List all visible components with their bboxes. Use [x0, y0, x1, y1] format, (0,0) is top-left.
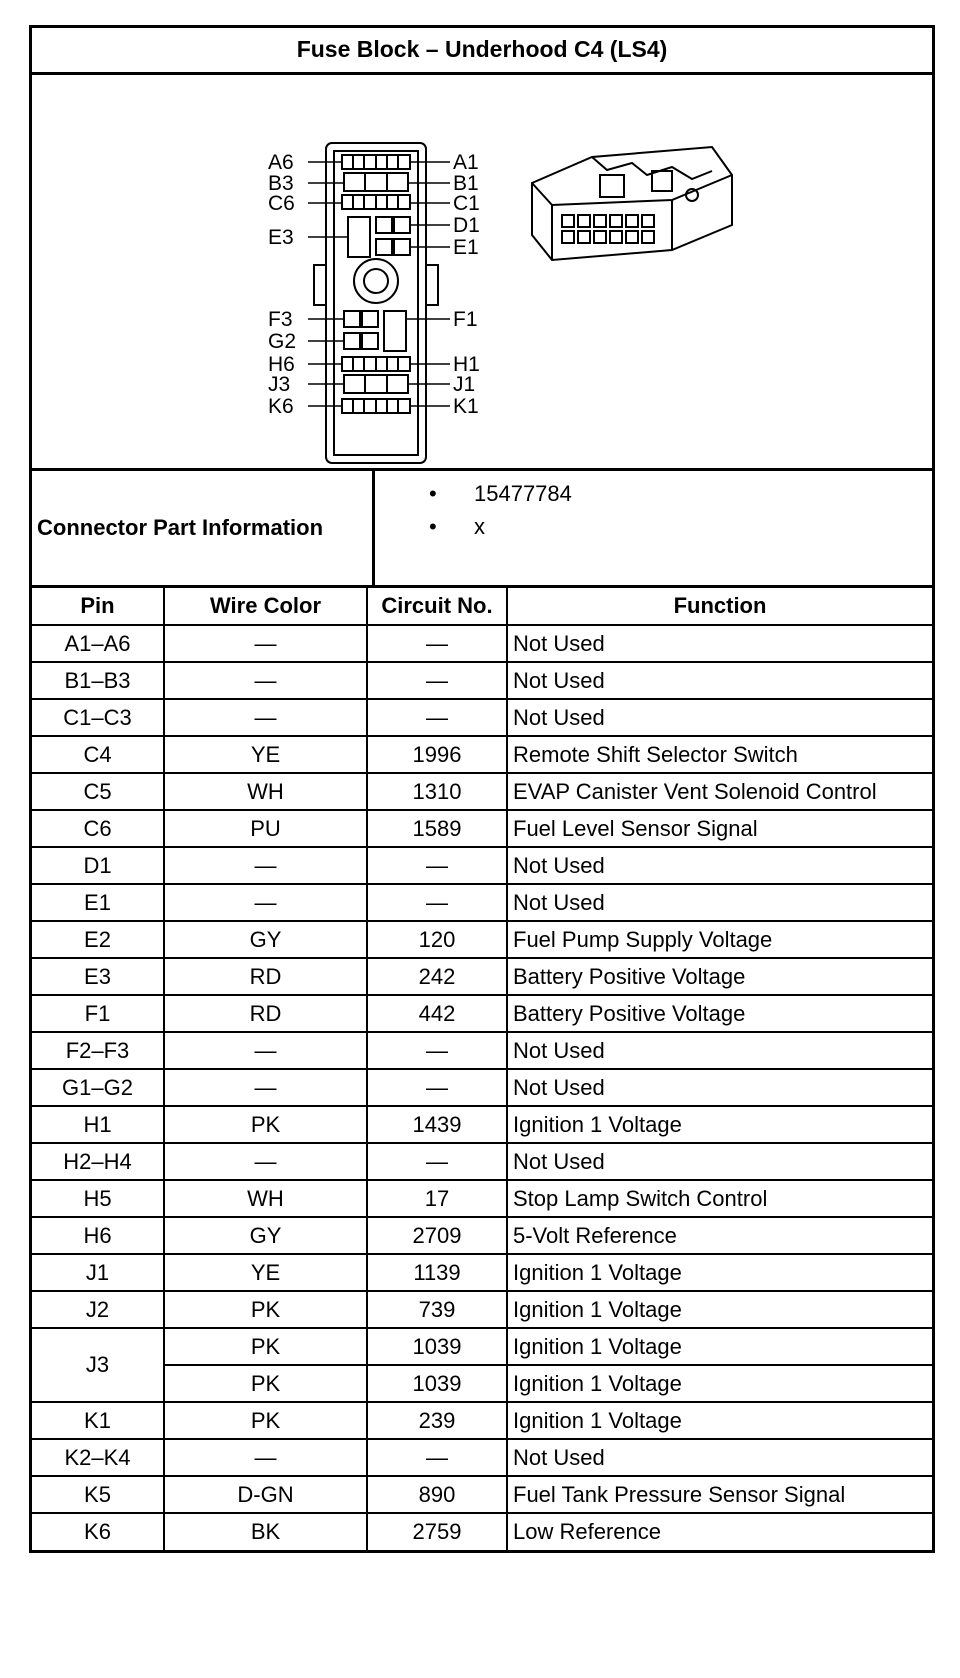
row-d-e-cavities — [348, 217, 410, 257]
wire-color-cell: PK — [164, 1328, 367, 1365]
label-right-4: E1 — [453, 236, 479, 259]
part-number-item: • 15477784 — [375, 477, 572, 510]
circuit-cell: — — [367, 847, 507, 884]
wire-color-cell: GY — [164, 1217, 367, 1254]
table-row — [32, 1291, 932, 1328]
wire-color-cell: GY — [164, 921, 367, 958]
table-row — [32, 995, 932, 1032]
wire-color-cell: — — [164, 884, 367, 921]
circuit-cell: 1439 — [367, 1106, 507, 1143]
pin-cell: D1 — [32, 847, 164, 884]
circuit-cell: 1139 — [367, 1254, 507, 1291]
pin-cell: F2–F3 — [32, 1032, 164, 1069]
header-circuit-no: Circuit No. — [367, 588, 507, 625]
pin-cell: C1–C3 — [32, 699, 164, 736]
row-f-g-cavities — [344, 311, 406, 351]
pin-cell: J3 — [32, 1328, 164, 1402]
circuit-cell: 1039 — [367, 1328, 507, 1365]
circuit-cell: 1589 — [367, 810, 507, 847]
function-cell: Ignition 1 Voltage — [507, 1254, 932, 1291]
function-cell: Battery Positive Voltage — [507, 995, 932, 1032]
label-left-3: E3 — [268, 226, 294, 249]
table-row — [32, 847, 932, 884]
center-bolt-outer — [354, 259, 398, 303]
wire-color-cell: YE — [164, 1254, 367, 1291]
connector-part-info-label: Connector Part Information — [32, 471, 375, 585]
table-row — [32, 1069, 932, 1106]
header-wire-color: Wire Color — [164, 588, 367, 625]
pin-cell: H2–H4 — [32, 1143, 164, 1180]
right-latch — [426, 265, 438, 305]
table-row — [32, 1513, 932, 1550]
label-left-1: B3 — [268, 172, 294, 195]
pin-cell: K5 — [32, 1476, 164, 1513]
wire-color-cell: PK — [164, 1291, 367, 1328]
connector-diagram — [32, 75, 932, 471]
function-cell: Not Used — [507, 662, 932, 699]
pin-cell: K6 — [32, 1513, 164, 1550]
function-cell: Ignition 1 Voltage — [507, 1291, 932, 1328]
pin-cell: K2–K4 — [32, 1439, 164, 1476]
function-cell: Not Used — [507, 847, 932, 884]
circuit-cell: 1039 — [367, 1365, 507, 1402]
wire-color-cell: — — [164, 847, 367, 884]
pin-cell: G1–G2 — [32, 1069, 164, 1106]
circuit-cell: 2759 — [367, 1513, 507, 1550]
wire-color-cell: BK — [164, 1513, 367, 1550]
wire-color-cell: WH — [164, 773, 367, 810]
table-row — [32, 1476, 932, 1513]
wire-color-cell: — — [164, 1032, 367, 1069]
wire-color-cell: PK — [164, 1106, 367, 1143]
header-pin: Pin — [32, 588, 164, 625]
circuit-cell: — — [367, 662, 507, 699]
row-a-cavities — [342, 155, 410, 169]
function-cell: Not Used — [507, 1143, 932, 1180]
connector-isometric-view — [532, 147, 732, 260]
row-b-cavities — [344, 173, 408, 191]
circuit-cell: 17 — [367, 1180, 507, 1217]
table-row — [32, 1106, 932, 1143]
circuit-cell: — — [367, 699, 507, 736]
table-row — [32, 1439, 932, 1476]
header-function: Function — [507, 588, 932, 625]
wire-color-cell: — — [164, 625, 367, 662]
part-number-item: • x — [375, 510, 572, 543]
label-right-1: B1 — [453, 172, 479, 195]
label-left-6: H6 — [268, 353, 295, 376]
label-right-0: A1 — [453, 151, 479, 174]
table-row — [32, 1032, 932, 1069]
wire-color-cell: — — [164, 699, 367, 736]
left-latch — [314, 265, 326, 305]
function-cell: Battery Positive Voltage — [507, 958, 932, 995]
pin-cell: B1–B3 — [32, 662, 164, 699]
wire-color-cell: — — [164, 662, 367, 699]
label-left-0: A6 — [268, 151, 294, 174]
wire-color-cell: PK — [164, 1365, 367, 1402]
function-cell: Ignition 1 Voltage — [507, 1402, 932, 1439]
pin-cell: E3 — [32, 958, 164, 995]
function-cell: Ignition 1 Voltage — [507, 1328, 932, 1365]
function-cell: Not Used — [507, 625, 932, 662]
wire-color-cell: — — [164, 1143, 367, 1180]
pinout-table-body — [32, 625, 932, 1550]
circuit-cell: — — [367, 1439, 507, 1476]
wire-color-cell: — — [164, 1069, 367, 1106]
wire-color-cell: D-GN — [164, 1476, 367, 1513]
circuit-cell: 739 — [367, 1291, 507, 1328]
circuit-cell: — — [367, 625, 507, 662]
pin-cell: C6 — [32, 810, 164, 847]
circuit-cell: — — [367, 1032, 507, 1069]
label-right-3: D1 — [453, 214, 480, 237]
table-row — [32, 958, 932, 995]
circuit-cell: 890 — [367, 1476, 507, 1513]
label-right-6: H1 — [453, 353, 480, 376]
wire-color-cell: RD — [164, 958, 367, 995]
pinout-table — [32, 588, 932, 1550]
pin-cell: F1 — [32, 995, 164, 1032]
row-k-cavities — [342, 399, 410, 413]
wire-color-cell: PU — [164, 810, 367, 847]
circuit-cell: 1310 — [367, 773, 507, 810]
label-right-8: K1 — [453, 395, 479, 418]
right-leader-lines — [406, 162, 450, 406]
table-row — [32, 1254, 932, 1291]
table-row — [32, 736, 932, 773]
table-row — [32, 1365, 932, 1402]
function-cell: Not Used — [507, 1032, 932, 1069]
table-row — [32, 773, 932, 810]
table-row — [32, 662, 932, 699]
function-cell: Ignition 1 Voltage — [507, 1106, 932, 1143]
circuit-cell: 442 — [367, 995, 507, 1032]
row-h-cavities — [342, 357, 410, 371]
circuit-cell: — — [367, 1143, 507, 1180]
function-cell: Remote Shift Selector Switch — [507, 736, 932, 773]
wire-color-cell: — — [164, 1439, 367, 1476]
label-left-7: J3 — [268, 373, 291, 396]
circuit-cell: 1996 — [367, 736, 507, 773]
wire-color-cell: WH — [164, 1180, 367, 1217]
circuit-cell: — — [367, 884, 507, 921]
wire-color-cell: PK — [164, 1402, 367, 1439]
page-title: Fuse Block – Underhood C4 (LS4) — [32, 28, 932, 75]
pin-cell: J1 — [32, 1254, 164, 1291]
function-cell: Ignition 1 Voltage — [507, 1365, 932, 1402]
pin-cell: K1 — [32, 1402, 164, 1439]
pin-cell: C4 — [32, 736, 164, 773]
pin-cell: H5 — [32, 1180, 164, 1217]
table-row — [32, 1402, 932, 1439]
pin-cell: H1 — [32, 1106, 164, 1143]
function-cell: Fuel Tank Pressure Sensor Signal — [507, 1476, 932, 1513]
function-cell: Not Used — [507, 1069, 932, 1106]
label-left-5: G2 — [268, 330, 297, 353]
function-cell: 5-Volt Reference — [507, 1217, 932, 1254]
function-cell: Not Used — [507, 1439, 932, 1476]
table-row — [32, 1143, 932, 1180]
function-cell: Fuel Level Sensor Signal — [507, 810, 932, 847]
pin-cell: J2 — [32, 1291, 164, 1328]
pin-cell: C5 — [32, 773, 164, 810]
table-header-row — [32, 588, 932, 625]
connector-part-information — [32, 471, 932, 588]
table-row — [32, 699, 932, 736]
label-left-4: F3 — [268, 308, 293, 331]
table-row — [32, 810, 932, 847]
row-c-cavities — [342, 195, 410, 209]
row-j-cavities — [344, 375, 408, 393]
label-left-2: C6 — [268, 192, 295, 215]
pin-cell: E1 — [32, 884, 164, 921]
wire-color-cell: RD — [164, 995, 367, 1032]
function-cell: Fuel Pump Supply Voltage — [507, 921, 932, 958]
wire-color-cell: YE — [164, 736, 367, 773]
circuit-cell: 239 — [367, 1402, 507, 1439]
circuit-cell: 242 — [367, 958, 507, 995]
label-right-7: J1 — [453, 373, 476, 396]
table-row — [32, 1217, 932, 1254]
connector-part-info-list — [375, 471, 572, 585]
pin-cell: A1–A6 — [32, 625, 164, 662]
function-cell: Low Reference — [507, 1513, 932, 1550]
table-row — [32, 1180, 932, 1217]
circuit-cell: — — [367, 1069, 507, 1106]
connector-sheet — [29, 25, 935, 1553]
table-row — [32, 884, 932, 921]
center-bolt-inner — [364, 269, 388, 293]
table-row — [32, 1328, 932, 1365]
circuit-cell: 120 — [367, 921, 507, 958]
label-left-8: K6 — [268, 395, 294, 418]
function-cell: EVAP Canister Vent Solenoid Control — [507, 773, 932, 810]
circuit-cell: 2709 — [367, 1217, 507, 1254]
label-right-5: F1 — [453, 308, 478, 331]
connector-face-drawing — [32, 75, 932, 468]
function-cell: Not Used — [507, 884, 932, 921]
pin-cell: H6 — [32, 1217, 164, 1254]
function-cell: Stop Lamp Switch Control — [507, 1180, 932, 1217]
table-row — [32, 625, 932, 662]
label-right-2: C1 — [453, 192, 480, 215]
pin-cell: E2 — [32, 921, 164, 958]
table-row — [32, 921, 932, 958]
function-cell: Not Used — [507, 699, 932, 736]
